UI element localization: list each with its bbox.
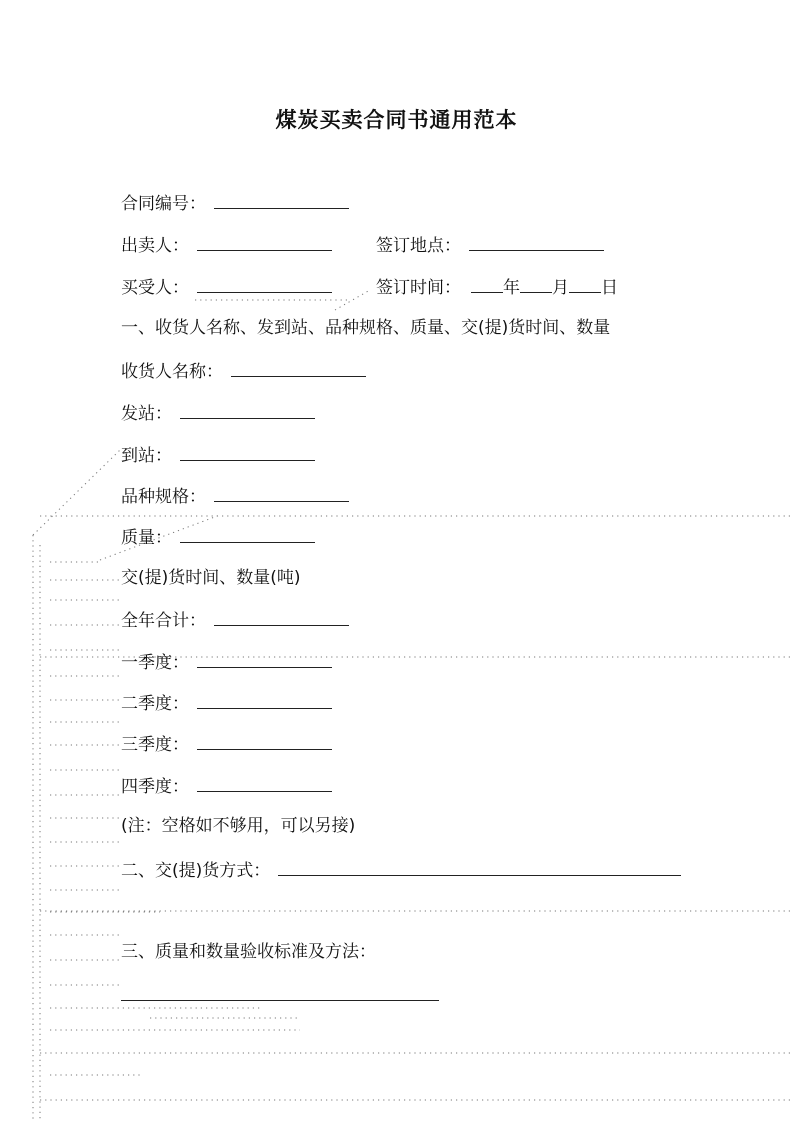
q3-label: 三季度： xyxy=(121,735,189,755)
document-title: 煤炭买卖合同书通用范本 xyxy=(275,108,518,132)
sign-place-label: 签订地点： xyxy=(376,236,461,256)
receiver-label: 收货人名称： xyxy=(121,362,223,382)
q4-row xyxy=(121,773,332,799)
receiver-blank[interactable] xyxy=(231,358,366,377)
dotted-diagonal-guide xyxy=(33,450,120,535)
dotted-diagonal-guide xyxy=(335,290,370,310)
q1-label: 一季度： xyxy=(121,653,189,673)
spec-blank[interactable] xyxy=(214,483,349,502)
section-2-row xyxy=(121,857,681,883)
spec-row xyxy=(121,483,349,509)
contract-number-label: 合同编号： xyxy=(121,194,206,214)
year-label: 年 xyxy=(503,278,520,298)
section-3-heading: 三、质量和数量验收标准及方法： xyxy=(121,942,376,962)
sign-place-blank[interactable] xyxy=(469,232,604,251)
contract-number-blank[interactable] xyxy=(214,190,349,209)
q1-blank[interactable] xyxy=(197,649,332,668)
to-station-label: 到站： xyxy=(121,446,172,466)
from-station-label: 发站： xyxy=(121,404,172,424)
quality-row xyxy=(121,524,315,550)
day-label: 日 xyxy=(601,278,618,298)
q4-blank[interactable] xyxy=(197,773,332,792)
buyer-blank[interactable] xyxy=(197,274,332,293)
q1-row xyxy=(121,649,332,675)
q3-row xyxy=(121,731,332,757)
to-station-row xyxy=(121,442,315,468)
delivery-method-blank[interactable] xyxy=(278,857,681,876)
seller-blank[interactable] xyxy=(197,232,332,251)
month-label: 月 xyxy=(552,278,569,298)
contract-number-row xyxy=(121,190,349,216)
sign-place-row xyxy=(376,232,604,258)
buyer-label: 买受人： xyxy=(121,278,189,298)
day-blank[interactable] xyxy=(569,274,601,293)
quality-label: 质量： xyxy=(121,528,172,548)
to-station-blank[interactable] xyxy=(180,442,315,461)
from-station-blank[interactable] xyxy=(180,400,315,419)
annual-total-label: 全年合计： xyxy=(121,611,206,631)
quality-blank[interactable] xyxy=(180,524,315,543)
year-blank[interactable] xyxy=(471,274,503,293)
month-blank[interactable] xyxy=(520,274,552,293)
section-2-label: 二、交(提)货方式： xyxy=(121,861,271,881)
receiver-row xyxy=(121,358,366,384)
from-station-row xyxy=(121,400,315,426)
buyer-row xyxy=(121,274,332,300)
acceptance-standard-blank[interactable] xyxy=(121,1000,439,1001)
note-text: (注：空格如不够用，可以另接) xyxy=(121,816,356,836)
q3-blank[interactable] xyxy=(197,731,332,750)
annual-total-row xyxy=(121,607,349,633)
seller-row xyxy=(121,232,332,258)
seller-label: 出卖人： xyxy=(121,236,189,256)
q2-row xyxy=(121,690,332,716)
sign-time-label: 签订时间： xyxy=(376,278,461,298)
q4-label: 四季度： xyxy=(121,777,189,797)
sign-time-row xyxy=(376,274,618,300)
spec-label: 品种规格： xyxy=(121,487,206,507)
q2-blank[interactable] xyxy=(197,690,332,709)
annual-total-blank[interactable] xyxy=(214,607,349,626)
section-1-heading: 一、收货人名称、发到站、品种规格、质量、交(提)货时间、数量 xyxy=(121,318,611,338)
q2-label: 二季度： xyxy=(121,694,189,714)
delivery-quantity-heading: 交(提)货时间、数量(吨) xyxy=(121,568,301,588)
